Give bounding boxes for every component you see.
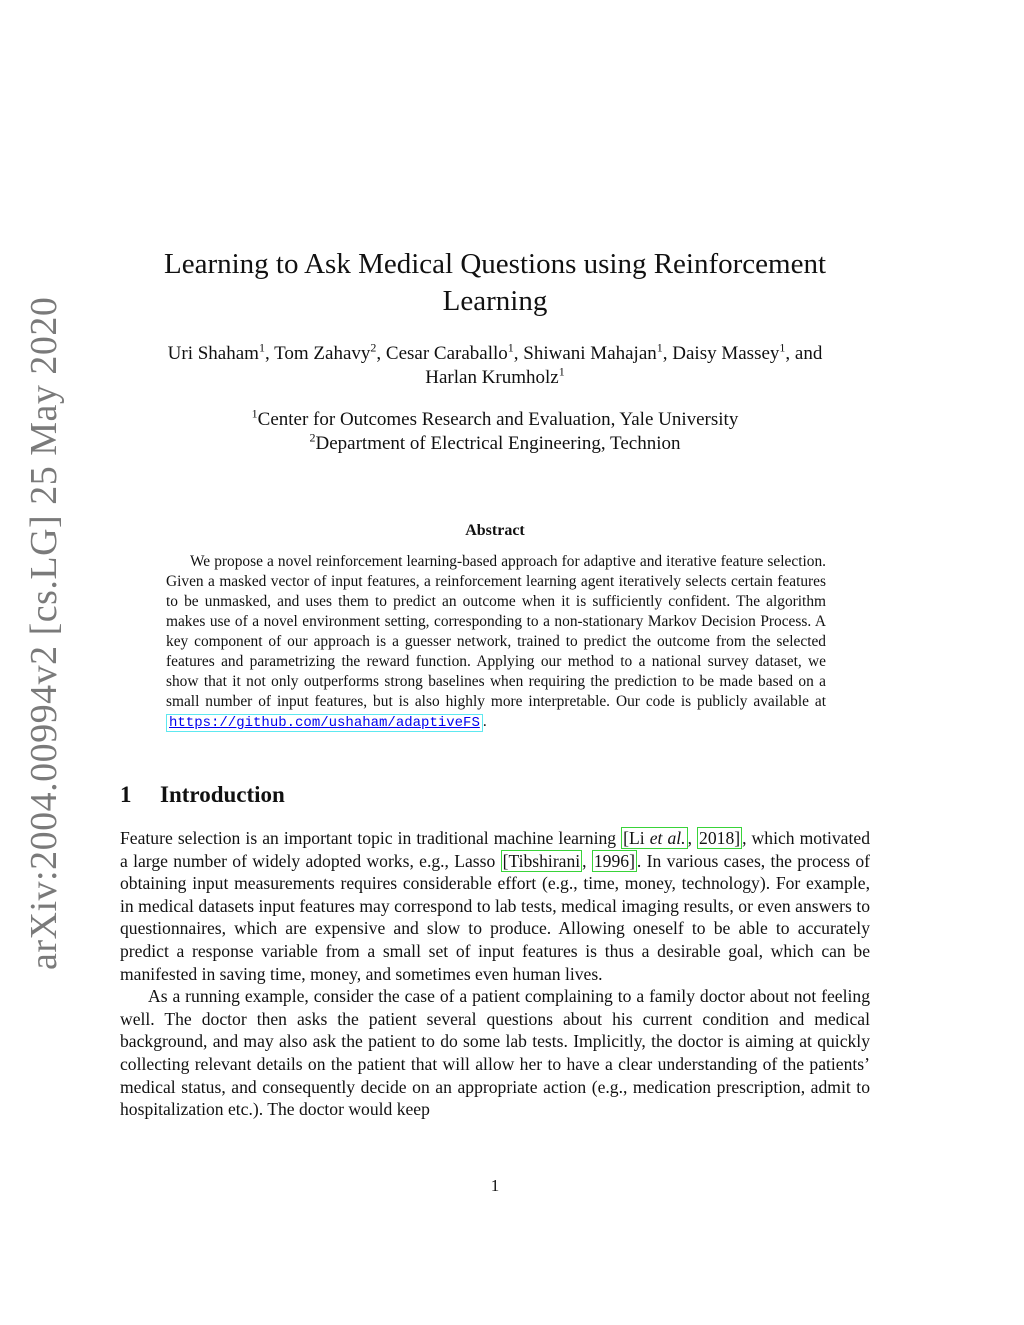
text-run: , which motivated a large number of widely adopted works, e.g., Lasso: [120, 828, 870, 871]
author-name: Harlan Krumholz: [425, 367, 559, 388]
author: [425, 364, 565, 388]
citation-li-year[interactable]: 2018]: [699, 828, 741, 848]
abstract-text: [166, 552, 826, 733]
page-number: 1: [490, 1176, 500, 1195]
section-number: 1: [120, 782, 132, 807]
author: [385, 340, 514, 364]
author-name: Daisy Massey: [672, 343, 780, 364]
abstract-heading: Abstract: [465, 522, 525, 539]
author: [274, 340, 377, 364]
author-name: Cesar Caraballo: [385, 343, 508, 364]
citation-etal: et al.: [649, 828, 686, 848]
author-list: [110, 342, 880, 390]
author-affiliation-mark: 2: [370, 340, 377, 355]
paragraph: As a running example, consider the case of a patient complaining to a family doctor about not feeling well. The doctor then asks the patient several questions about his current condition and medical background, and may also ask the patient to do some lab tests. Implicitly, the doctor is aiming at quickly collecting relevant details on the patient that will allow her to have a clear understanding of the patients’ medical status, and consequently decide on an appropriate action (e.g., medication prescription, admit to hospitalization etc.). The doctor would keep: [120, 986, 870, 1120]
author: [167, 340, 265, 364]
affiliation-text: Department of Electrical Engineering, Technion: [315, 433, 681, 454]
author-affiliation-mark: 1: [558, 364, 565, 379]
citation-sep: ,: [687, 828, 698, 848]
text-run: Feature selection is an important topic in traditional machine learning: [120, 828, 622, 848]
author-separator: ,: [662, 343, 673, 364]
author-name: Uri Shaham: [167, 343, 259, 364]
arxiv-identifier: arXiv:2004.00994v2 [cs.LG] 25 May 2020: [23, 296, 65, 970]
abstract-end: .: [482, 713, 487, 730]
author-separator: ,: [513, 343, 524, 364]
author-name: Shiwani Mahajan: [523, 343, 657, 364]
paragraph: [120, 827, 870, 985]
text-run: . In various cases, the process of obtaining input measurements requires considerable effort (e.g., time, money, technology). For example, in medical datasets input features may correspond to lab tests, medical imaging results, or even answers to questionnaires, which are expensive and slow to produce. Allowing oneself to be able to accurately predict a response variable from a small set of input features is thus a desirable goal, which can be manifested in saving time, money, and sometimes even human lives.: [120, 850, 871, 984]
section-title: Introduction: [160, 782, 285, 807]
author-name: Tom Zahavy: [274, 343, 371, 364]
author-affiliation-mark: 1: [258, 340, 265, 355]
author-affiliation-mark: 1: [656, 340, 663, 355]
introduction-text: [120, 827, 870, 1121]
abstract-body: We propose a novel reinforcement learning-based approach for adaptive and iterative feature selection. Given a masked vector of input features, a reinforcement learning agent iteratively selects certain features to be unmasked, and uses them to predict an outcome when it is sufficiently confident. The algorithm makes use of a novel environment setting, corresponding to a non-stationary Markov Decision Process. A key component of our approach is a guesser network, trained to predict the outcome from the selected features and parametrizing the reward function. Applying our method to a national survey dataset, we show that it not only outperforms strong baselines when requiring the prediction to be made based on a small number of input features, but is also highly more interpretable. Our code is publicly available at: [166, 553, 826, 710]
affiliation: [120, 408, 870, 432]
paper-title: Learning to Ask Medical Questions using Reinforcement Learning: [163, 248, 827, 317]
author-affiliation-mark: 1: [507, 340, 514, 355]
author-affiliation-mark: 1: [779, 340, 786, 355]
author: [672, 340, 786, 364]
author: [523, 340, 663, 364]
citation-li[interactable]: [621, 827, 687, 849]
author-separator: ,: [376, 343, 386, 364]
citation-tibshirani-year[interactable]: 1996]: [593, 850, 635, 871]
affiliation-text: Center for Outcomes Research and Evaluation, Yale University: [257, 409, 739, 430]
affiliation-list: [120, 408, 870, 456]
citation-text: [Li: [623, 828, 650, 848]
citation-tibshirani[interactable]: [Tibshirani: [502, 850, 581, 871]
section-heading: [120, 782, 285, 808]
affiliation-mark: 2: [309, 430, 316, 445]
author-separator: ,: [264, 343, 275, 364]
affiliation-mark: 1: [251, 406, 258, 421]
code-repository-link[interactable]: https://github.com/ushaham/adaptiveFS: [166, 714, 483, 732]
author-separator: , and: [785, 343, 823, 364]
citation-sep: ,: [582, 850, 592, 871]
affiliation: [120, 432, 870, 456]
